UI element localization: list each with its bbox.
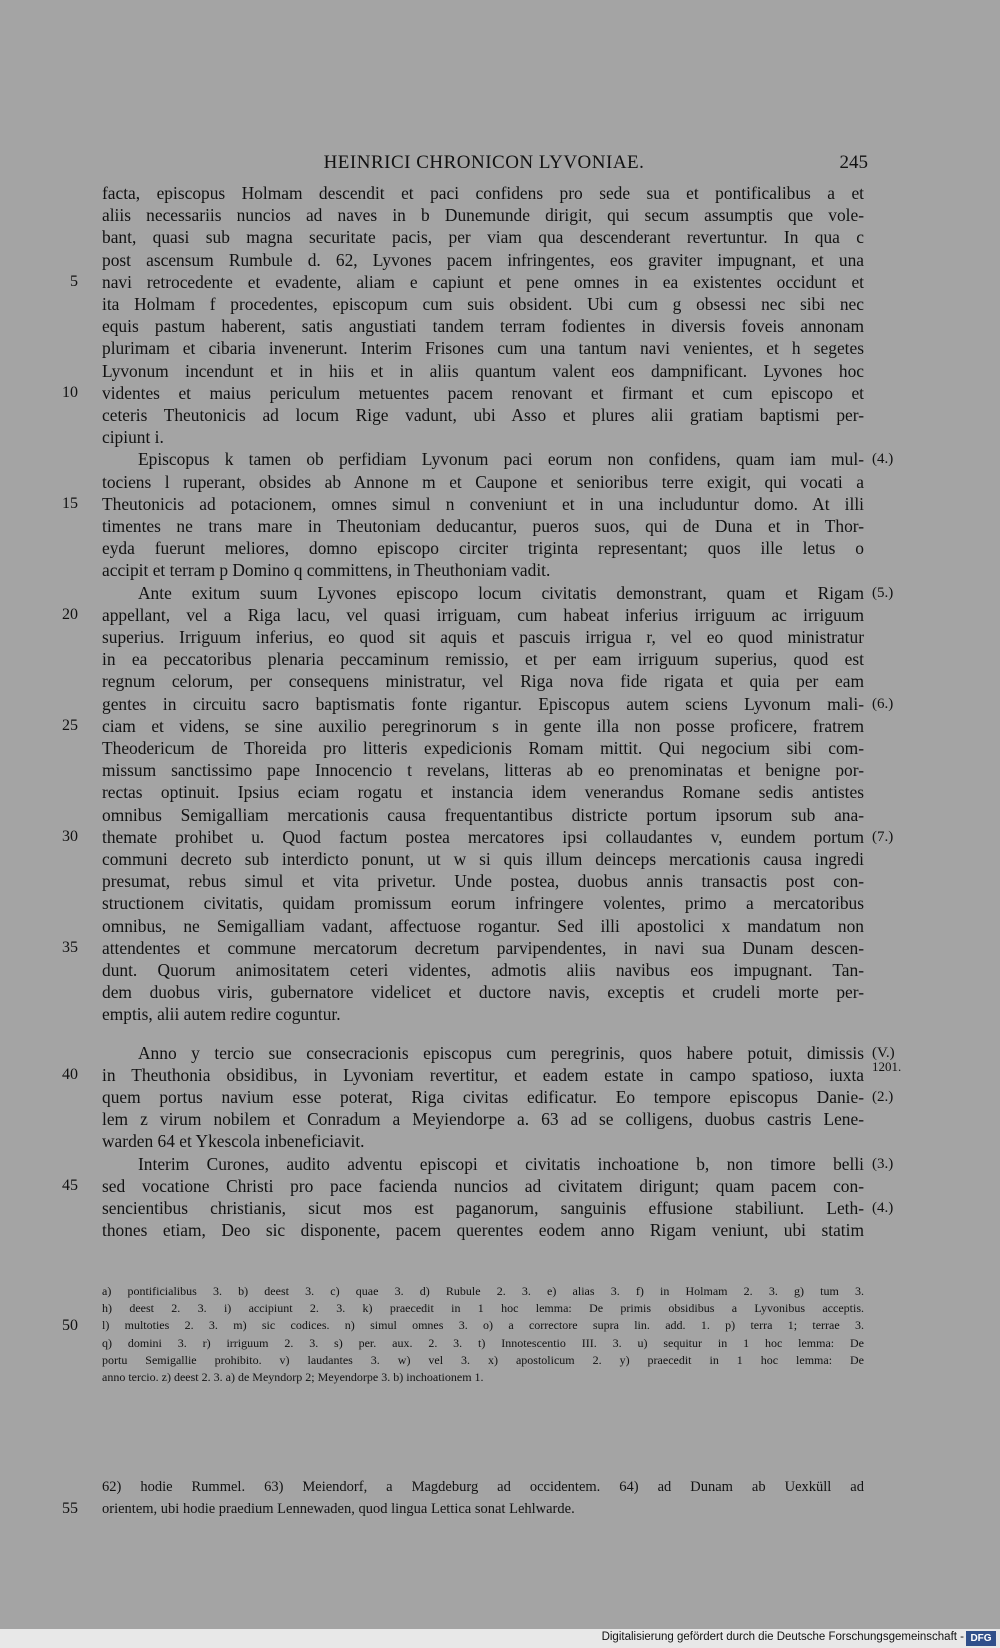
apparatus-line [0,1300,1000,1317]
margin-note: (V.) [872,1044,895,1061]
apparatus-text: l) multoties 2. 3. m) sic codices. n) simul omnes 3. o) a correctore supra lin. add. 1. p) terra 1; terrae 3. [102,1318,864,1333]
text-line [0,670,1000,692]
text-line [0,293,1000,315]
running-title: HEINRICI CHRONICON LYVONIAE. [323,152,645,173]
line-number: 40 [62,1065,78,1083]
text-line [0,870,1000,892]
commentary-line [0,1498,1000,1520]
line-text: sed vocatione Christi pro pace facienda nuncios ad civitatem dirigunt; quam pacem con- [102,1175,864,1196]
line-text: in ea peccatoribus plenaria peccaminum remissio, et per eam irriguum superius, quod est [102,649,864,670]
line-text: Theodericum de Thoreida pro litteris expedicionis Romam mittit. Qui negocium sibi com- [102,738,864,758]
line-text: navi retrocedente et evadente, aliam e capiunt et pene omnes in ea existentes occidunt et [102,271,864,292]
line-text: aliis necessariis nuncios ad naves in b Dunemunde dirigit, qui secum assumptis que vole- [102,205,864,226]
line-text: sencientibus christianis, sicut mos est paganorum, sanguinis effusione stabiliunt. Leth- [102,1198,864,1218]
line-number: 50 [62,1317,78,1335]
margin-note: (3.) [872,1155,894,1172]
apparatus-line [0,1335,1000,1352]
line-text: plurimam et cibaria invenerunt. Interim Frisones cum una tantum navi venientes, et h segetes [102,338,864,359]
text-line [0,360,1000,382]
text-line [0,249,1000,271]
line-text: lem z virum nobilem et Conradum a Meyiendorpe a. 63 ad se colligens, duobus castris Lene- [102,1109,864,1130]
text-line [0,981,1000,1003]
dfg-logo: DFG [966,1631,996,1646]
line-text: warden 64 et Ykescola inbeneficiavit. [102,1131,365,1152]
line-text: gentes in circuitu sacro baptismatis fonte rigantur. Episcopus autem sciens Lyvonum mali- [102,693,864,714]
line-text: tociens l ruperant, obsides ab Annone m et Caupone et senioribus terre exigit, qui vocati a [102,471,864,492]
text-line [0,1219,1000,1241]
text-line [0,1108,1000,1130]
line-text: timentes ne trans mare in Theutoniam deducantur, pueros suos, qui de Duna et in Thor- [102,516,864,536]
text-line [0,1086,1000,1108]
line-text: eyda fuerunt meliores, domno episcopo circiter triginta representant; quos ille letus o [102,538,864,559]
text-line [0,959,1000,981]
page-number: 245 [839,152,868,173]
line-number: 20 [62,605,78,623]
apparatus-text: anno tercio. z) deest 2. 3. a) de Meyndorp 2; Meyendorpe 3. b) inchoationem 1. [102,1370,484,1384]
line-number: 25 [62,716,78,734]
line-text: superius. Irriguum inferius, eo quod sit aquis et pascuis irrigua r, vel eo quod ministratur [102,627,864,647]
margin-note: (7.) [872,828,894,845]
apparatus-text: h) deest 2. 3. i) accipiunt 2. 3. k) praecedit in 1 hoc lemma: De primis obsidibus a Lyvonibus acceptis. [102,1301,864,1316]
text-line [0,182,1000,204]
text-line [0,848,1000,870]
text-line [0,204,1000,226]
margin-note: (4.) [872,451,894,468]
line-text: regnum celorum, per consequens ministratur, vel Riga nova fide rigata et quia per eam [102,671,864,692]
line-text: ciam et videns, se sine auxilio peregrinorum s in gente illa non posse proficere, fratrem [102,715,864,736]
line-text: dem duobus viris, gubernatore videlicet et ductore navis, exceptis et crudeli morte per- [102,982,864,1003]
line-text: thones etiam, Deo sic disponente, pacem querentes eodem anno Rigam veniunt, ubi statim [102,1220,864,1241]
text-line [0,759,1000,781]
text-line [0,426,1000,448]
line-text: post ascensum Rumbule d. 62, Lyvones pacem infringentes, eos graviter impugnant, et una [102,249,864,270]
line-text: dunt. Quorum animositatem ceteri videntes, admotis aliis navibus eos impugnant. Tan- [102,960,864,980]
line-text: ita Holmam f procedentes, episcopum cum suis obsident. Ubi cum g obsessi nec sibi nec [102,294,864,314]
line-text: themate prohibet u. Quod factum postea mercatores ipsi collaudantes v, eundem portum [102,826,864,847]
line-text: Theutonicis ad potacionem, omnes simul n conveniunt et in una includuntur domo. At illi [102,493,864,514]
text-line [0,537,1000,559]
text-line [0,337,1000,359]
line-text: Anno y tercio sue consecracionis episcopus cum peregrinis, quos habere potuit, dimissis [138,1042,864,1063]
text-line [0,582,1000,604]
line-number: 55 [62,1500,78,1517]
margin-note: (5.) [872,584,894,601]
text-line [0,471,1000,493]
line-text: structionem civitatis, quidam promissum eorum infringere volentes, primo a mercatoribus [102,893,864,914]
margin-note: (4.) [872,1200,894,1216]
line-text: equis pastum haberent, satis angustiati tandem terram fodientes in diversis foveis annonam [102,316,864,337]
text-line [0,693,1000,715]
line-text: cipiunt i. [102,427,164,448]
line-number: 10 [62,383,78,401]
text-line [0,493,1000,515]
line-text: ceteris Theutonicis ad locum Rige vadunt, ubi Asso et plures alii gratiam baptismi per- [102,405,864,425]
line-text: Lyvonum incendunt et in hiis et in aliis quantum valent eos dampnificant. Lyvones hoc [102,360,864,381]
line-text: presumat, rebus simul et vita privetur. Unde postea, duobus annis transactis post con- [102,871,864,892]
text-line [0,315,1000,337]
line-text: omnibus Semigalliam mercationis causa frequentantibus districte portum ipsorum sub ana- [102,804,864,825]
text-line [0,937,1000,959]
apparatus-text: a) pontificialibus 3. b) deest 3. c) quae 3. d) Rubule 2. 3. e) alias 3. f) in Holmam 2. 3. g) tum 3. [102,1284,864,1298]
text-line [0,515,1000,537]
line-number: 30 [62,827,78,845]
apparatus-line [0,1369,1000,1386]
text-line [0,382,1000,404]
margin-note: 1201. [872,1058,902,1074]
line-text: appellant, vel a Riga lacu, vel quasi irriguam, cum habeat inferius irriguum ac irriguum [102,604,864,625]
text-line [0,1042,1000,1064]
commentary-line [0,1476,1000,1498]
text-line [0,626,1000,648]
text-line [0,715,1000,737]
line-number: 5 [70,272,78,290]
line-text: attendentes et commune mercatorum decretum parvipendentes, in navi sua Dunam descen- [102,937,864,958]
line-text: videntes et maius periculum metuentes pacem renovant et firmant et cum episcopo et [102,382,864,403]
text-line [0,781,1000,803]
margin-note: (2.) [872,1089,894,1105]
text-line [0,559,1000,581]
text-line [0,892,1000,914]
funding-credit: Digitalisierung gefördert durch die Deutsche Forschungsgemeinschaft - [601,1631,964,1643]
text-line [0,804,1000,826]
line-text: facta, episcopus Holmam descendit et paci confidens pro sede sua et pontificalibus a et [102,183,864,203]
line-text: Ante exitum suum Lyvones episcopo locum civitatis demonstrant, quam et Rigam [138,582,864,603]
apparatus-line [0,1317,1000,1334]
apparatus-line [0,1283,1000,1300]
digitization-footer [0,1629,1000,1648]
apparatus-line [0,1352,1000,1369]
text-line [0,226,1000,248]
margin-note: (6.) [872,695,894,712]
text-line [0,1058,1000,1086]
line-text: accipit et terram p Domino q committens, in Theuthoniam vadit. [102,560,551,581]
line-text: missum sanctissimo pape Innocencio t revelans, litteras ab eo prenominatas et benigne por- [102,760,864,781]
line-text: omnibus, ne Semigalliam vadant, affectuose rogantur. Sed illi apostolici x mandatum non [102,915,864,936]
text-line [0,271,1000,293]
line-number: 15 [62,494,78,512]
apparatus-text: q) domini 3. r) irriguum 2. 3. s) per. aux. 2. 3. t) Innotescentio III. 3. u) sequitur in 1 hoc lemma: De [102,1335,864,1350]
text-line [0,604,1000,626]
line-text: in Theuthonia obsidibus, in Lyvoniam revertitur, et eadem estate in campo spatioso, iuxta [102,1064,864,1085]
line-text: rectas optinuit. Ipsius eciam rogatu et instancia idem venerandus Romane sedis antistes [102,782,864,803]
line-text: quem portus navium esse poterat, Riga civitas edificatur. Eo tempore episcopus Danie- [102,1087,864,1107]
line-text: Episcopus k tamen ob perfidiam Lyvonum paci eorum non confidens, quam iam mul- [138,449,864,470]
text-line [0,1197,1000,1219]
apparatus-text: portu Semigallie prohibito. v) laudantes 3. w) vel 3. x) apostolicum 2. y) praecedit in 1 hoc lemma: De [102,1352,864,1367]
line-number: 35 [62,938,78,956]
line-text: bant, quasi sub magna securitate pacis, per viam qua descenderant revertuntur. In qua c [102,227,864,248]
line-text: emptis, alii autem redire coguntur. [102,1004,341,1025]
commentary-text: 62) hodie Rummel. 63) Meiendorf, a Magdeburg ad occidentem. 64) ad Dunam ab Uexküll ad [102,1479,864,1495]
text-line [0,648,1000,670]
text-line [0,1153,1000,1175]
text-line [0,1130,1000,1152]
line-number: 45 [62,1176,78,1194]
text-line [0,1175,1000,1197]
commentary-text: orientem, ubi hodie praedium Lennewaden, quod lingua Lettica sonat Lehlwarde. [102,1501,575,1517]
text-line [0,915,1000,937]
text-line [0,1003,1000,1025]
text-line [0,826,1000,848]
text-line [0,737,1000,759]
running-header [100,152,868,176]
text-line [0,404,1000,426]
line-text: communi decreto sub interdicto ponunt, ut w si quis illum deinceps mercationis causa ingredi [102,849,864,869]
text-line [0,448,1000,470]
line-text: Interim Curones, audito adventu episcopi et civitatis inchoatione b, non timore belli [138,1153,864,1174]
